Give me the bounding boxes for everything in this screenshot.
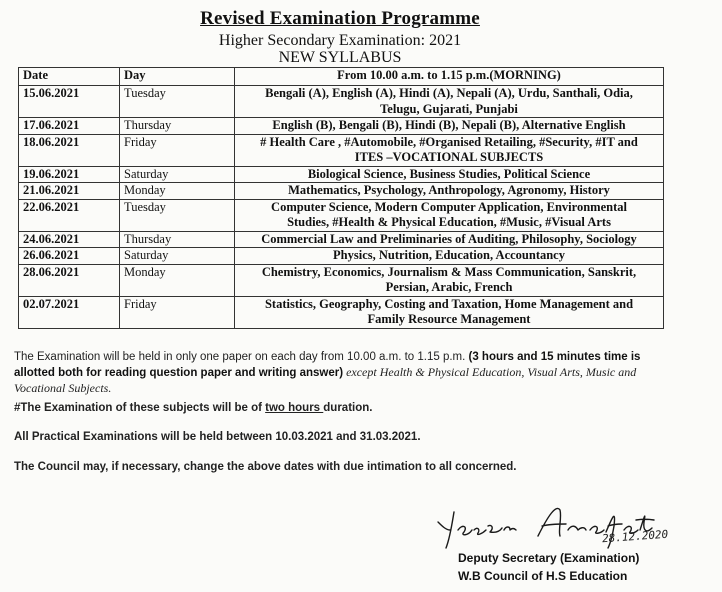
exam-date: 02.07.2021	[19, 296, 120, 328]
subject-line: Family Resource Management	[367, 312, 531, 326]
subject-line: Biological Science, Business Studies, Political Science	[307, 166, 591, 181]
exam-subjects	[235, 86, 664, 118]
subject-line: # Health Care , #Automobile, #Organised Retailing, #Security, #IT and	[260, 134, 638, 149]
exam-day: Tuesday	[120, 86, 235, 118]
exam-subjects	[235, 296, 664, 328]
subject-line: Commercial Law and Preliminaries of Auditing, Philosophy, Sociology	[261, 231, 637, 246]
document-title: Revised Examination Programme	[200, 8, 480, 29]
subject-line: Bengali (A), English (A), Hindi (A), Nepali (A), Urdu, Santhali, Odia,	[265, 86, 633, 100]
exam-subjects	[235, 134, 664, 166]
subject-line: Persian, Arabic, French	[385, 280, 513, 294]
subject-line: Mathematics, Psychology, Anthropology, Agronomy, History	[288, 183, 610, 197]
subject-line: Telugu, Gujarati, Punjabi	[380, 101, 518, 116]
exam-date: 15.06.2021	[19, 86, 120, 118]
date-column-header: Date	[19, 68, 120, 86]
time-column-header: From 10.00 a.m. to 1.15 p.m.(MORNING)	[235, 68, 664, 86]
exam-subjects	[235, 183, 664, 200]
two-hours-note-pre: #The Examination of these subjects will be of	[14, 402, 266, 414]
exam-date: 19.06.2021	[19, 166, 120, 183]
table-row	[19, 118, 664, 135]
exam-day: Monday	[120, 183, 235, 200]
table-row	[19, 264, 664, 296]
exam-date: 18.06.2021	[19, 134, 120, 166]
table-row	[19, 134, 664, 166]
council-note: The Council may, if necessary, change the above dates with due intimation to all concerned.	[14, 461, 517, 473]
signatory-designation: Deputy Secretary (Examination)	[458, 551, 640, 565]
exam-subjects	[235, 118, 664, 135]
exam-subjects	[235, 264, 664, 296]
subject-line: Computer Science, Modern Computer Application, Environmental	[271, 199, 627, 214]
subject-line: Statistics, Geography, Costing and Taxation, Home Management and	[264, 296, 634, 311]
exam-date: 24.06.2021	[19, 231, 120, 248]
exam-day: Friday	[120, 296, 235, 328]
exam-subjects	[235, 166, 664, 183]
table-header-row	[19, 68, 664, 86]
subject-line: Physics, Nutrition, Education, Accountancy	[333, 248, 565, 262]
note-plain-text: The Examination will be held in only one paper on each day from 10.00 a.m. to 1.15 p.m.	[14, 351, 469, 363]
subject-line: English (B), Bengali (B), Hindi (B), Nepali (B), Alternative English	[272, 118, 626, 132]
practical-exam-note: All Practical Examinations will be held between 10.03.2021 and 31.03.2021.	[14, 431, 421, 443]
exam-day: Monday	[120, 264, 235, 296]
two-hours-note	[14, 401, 684, 416]
exam-day: Friday	[120, 134, 235, 166]
two-hours-note-post: duration.	[323, 402, 373, 414]
exam-date: 22.06.2021	[19, 199, 120, 231]
note-italic-text: except Health & Physical Education, Visual Arts, Music and Vocational Subjects.	[14, 365, 637, 395]
document-subtitle: Higher Secondary Examination: 2021	[218, 32, 462, 49]
note-bold-text: (3 hours and 15 minutes time is allotted both for reading question paper and writing answer)	[14, 351, 641, 379]
exam-date: 17.06.2021	[19, 118, 120, 135]
subject-line: ITES –VOCATIONAL SUBJECTS	[354, 150, 544, 164]
exam-day: Thursday	[120, 231, 235, 248]
table-row	[19, 199, 664, 231]
exam-subjects	[235, 199, 664, 231]
table-row	[19, 86, 664, 118]
table-row	[19, 231, 664, 248]
subject-line: Studies, #Health & Physical Education, #Music, #Visual Arts	[287, 215, 611, 229]
exam-date: 26.06.2021	[19, 248, 120, 265]
subject-line: Chemistry, Economics, Journalism & Mass Communication, Sanskrit,	[261, 264, 637, 279]
signatory-organization: W.B Council of H.S Education	[458, 569, 628, 583]
exam-day: Tuesday	[120, 199, 235, 231]
two-hours-note-underlined: two hours	[265, 402, 324, 414]
exam-subjects	[235, 231, 664, 248]
exam-duration-note	[14, 350, 684, 397]
handwritten-signature	[430, 500, 700, 550]
signature-date: 28.12.2020	[601, 527, 669, 546]
table-row	[19, 166, 664, 183]
exam-subjects	[235, 248, 664, 265]
exam-day: Saturday	[120, 248, 235, 265]
exam-date: 21.06.2021	[19, 183, 120, 200]
table-row	[19, 183, 664, 200]
exam-date: 28.06.2021	[19, 264, 120, 296]
table-row	[19, 296, 664, 328]
exam-schedule-table	[18, 67, 664, 329]
table-row	[19, 248, 664, 265]
day-column-header: Day	[120, 68, 235, 86]
syllabus-label: NEW SYLLABUS	[278, 49, 402, 66]
exam-day: Thursday	[120, 118, 235, 135]
signatory-block	[458, 549, 639, 585]
exam-day: Saturday	[120, 166, 235, 183]
table-body	[19, 86, 664, 329]
